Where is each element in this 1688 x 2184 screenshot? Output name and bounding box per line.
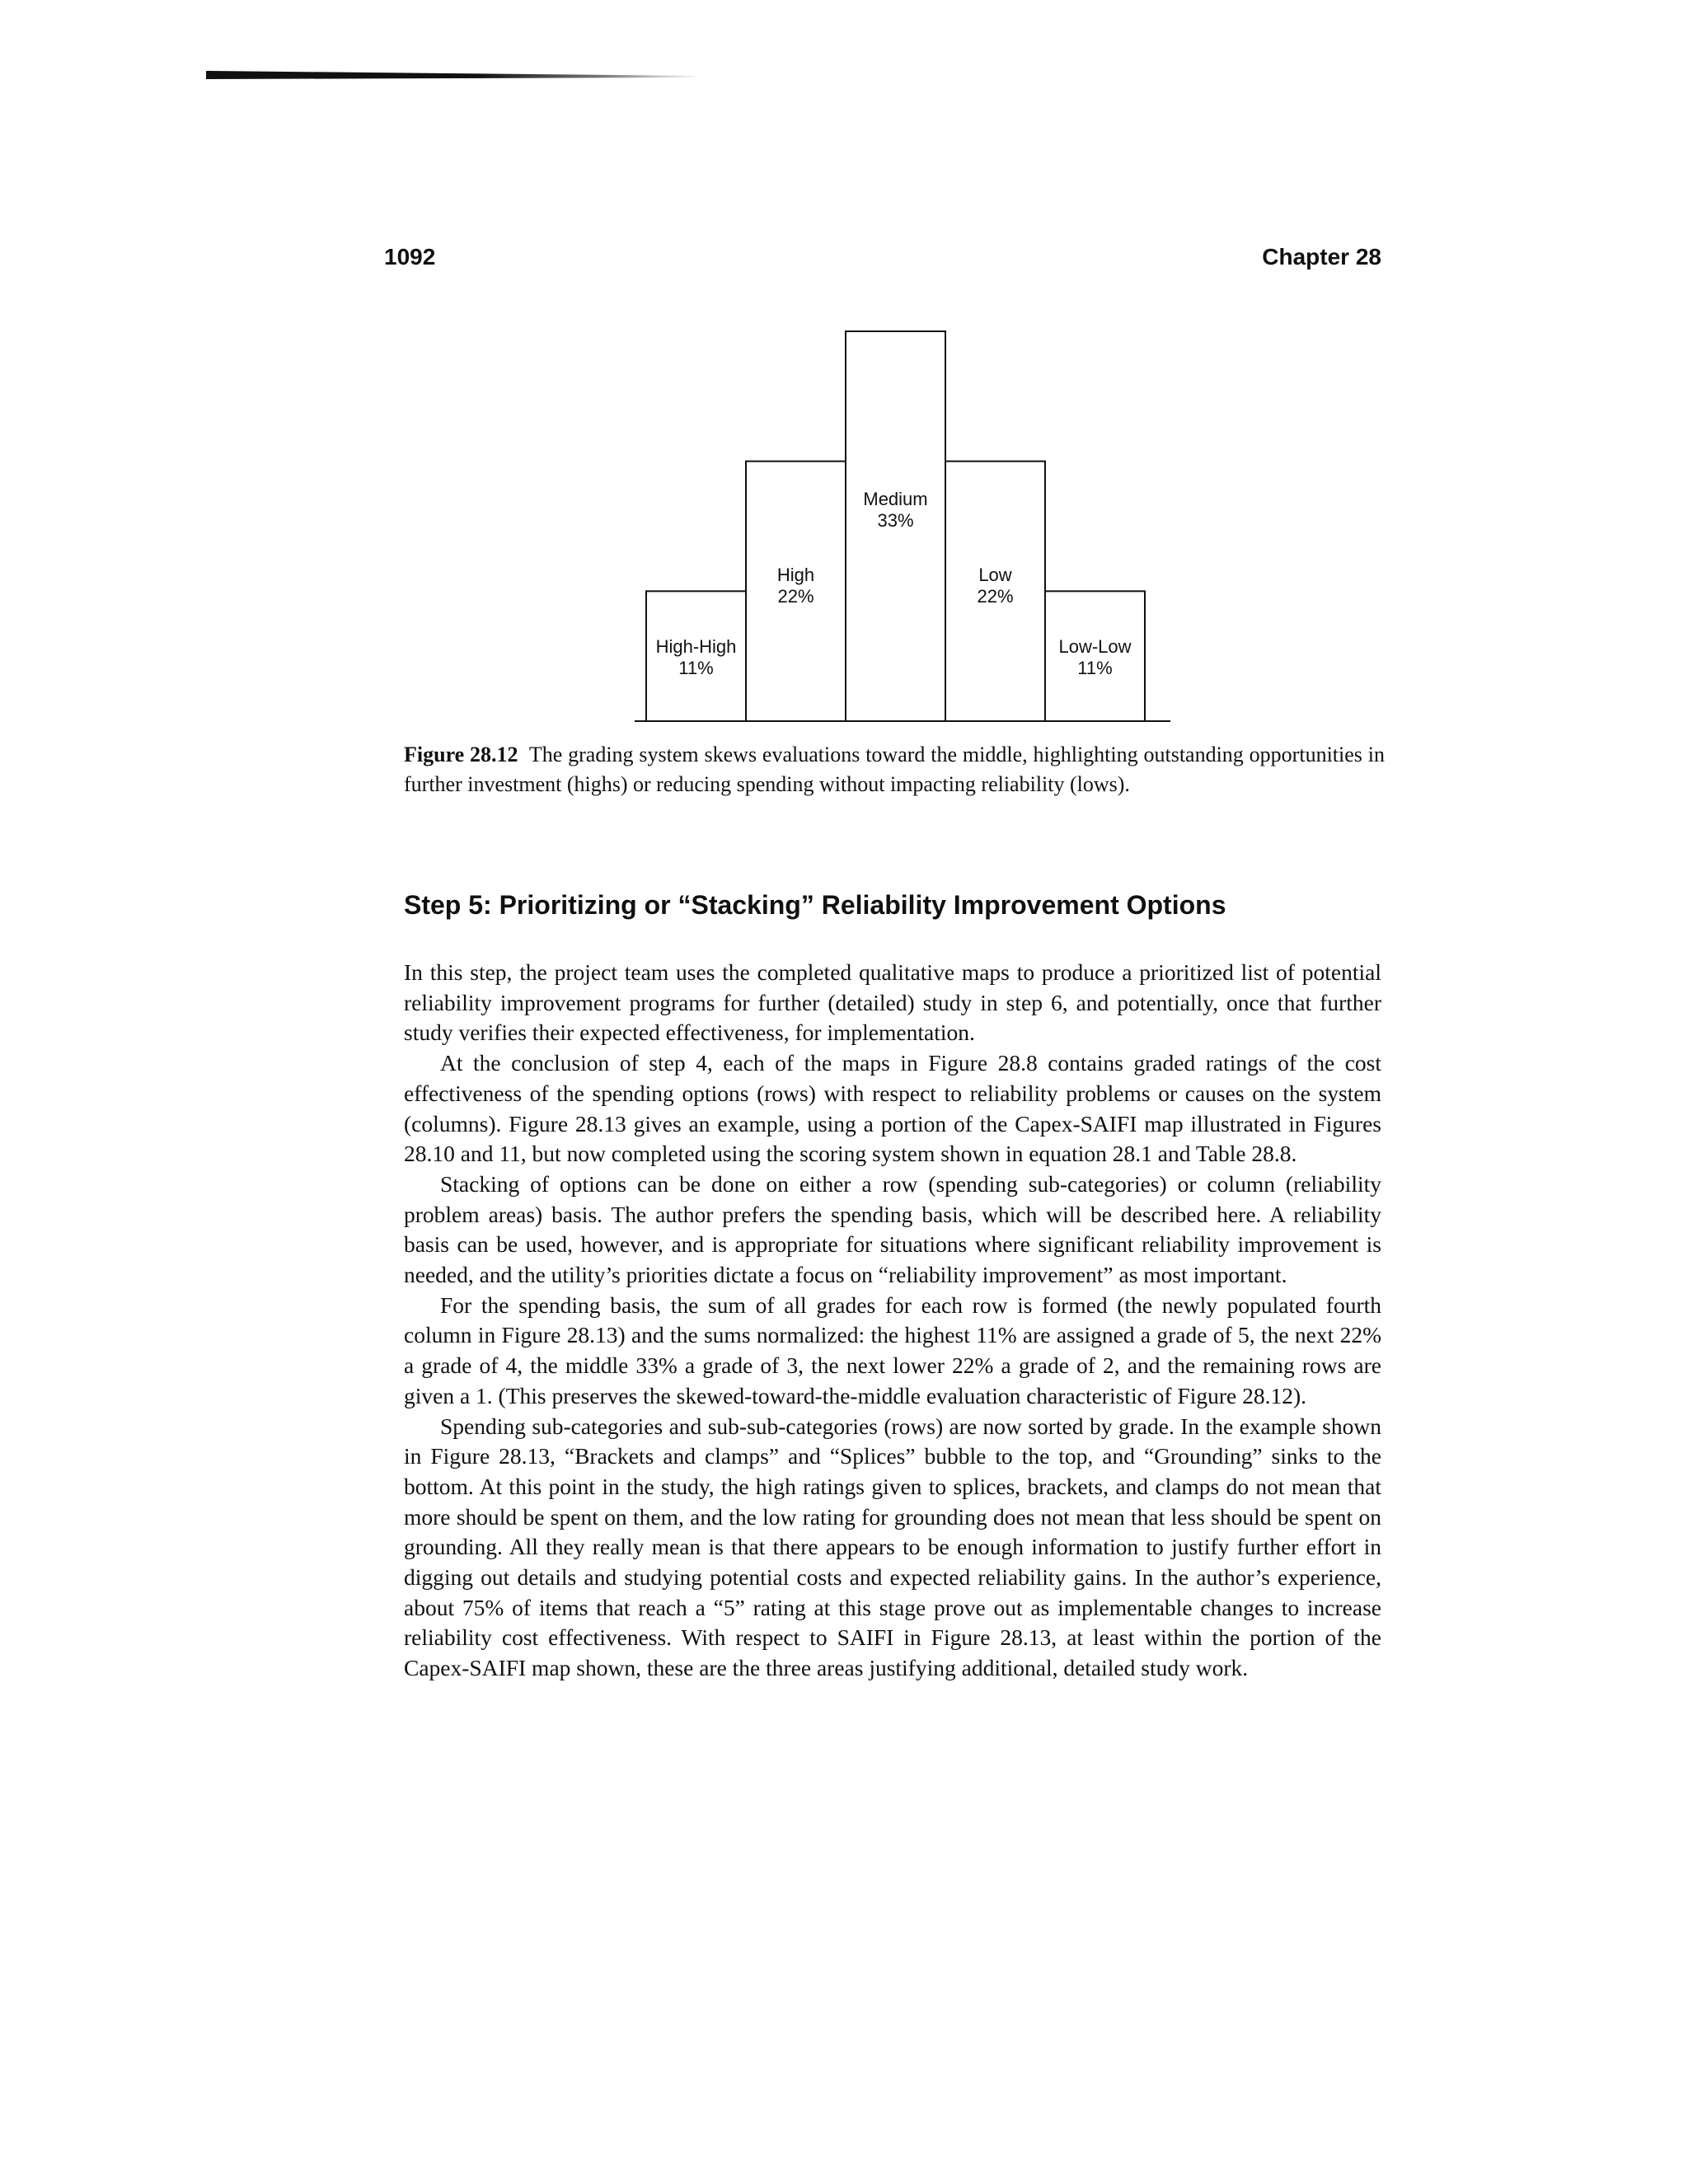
body-text <box>404 958 1381 1684</box>
bar-category-label-high: High <box>776 565 815 585</box>
paragraph-2: At the conclusion of step 4, each of the maps in Figure 28.8 contains graded ratings of the cost effectiveness of the spending options (rows) with respect to reliability problems or causes on the system (columns). Figure 28.13 gives an example, using a portion of the Capex-SAIFI map illustrated in Figures 28.10 and 11, but now completed using the scoring system shown in equation 28.1 and Table 28.8. <box>404 1050 1381 1167</box>
running-head <box>384 244 1381 277</box>
figure-caption-label: Figure 28.12 <box>404 743 518 766</box>
bar-value-label-low-low: 11% <box>1077 658 1113 678</box>
bar-category-label-low-low: Low-Low <box>1058 636 1132 657</box>
figure-caption-text: The grading system skews evaluations toward the middle, highlighting outstanding opportunities in further investment (highs) or reducing spending without impacting reliability (lows). <box>404 743 1385 796</box>
bar-category-label-high-high: High-High <box>655 636 737 657</box>
figure-caption <box>404 740 1385 799</box>
bar-value-label-high: 22% <box>777 586 814 607</box>
bar-value-label-low: 22% <box>977 586 1014 607</box>
bar-value-label-medium: 33% <box>877 510 914 531</box>
chapter-label: Chapter 28 <box>1262 244 1381 269</box>
bar-value-label-high-high: 11% <box>678 658 714 678</box>
paragraph-1: In this step, the project team uses the completed qualitative maps to produce a prioritized list of potential reliability improvement programs for further (detailed) study in step 6, and potentially, once that further study verifies their expected effectiveness, for implementation. <box>404 959 1381 1046</box>
bar-category-label-low: Low <box>978 565 1012 585</box>
section-heading: Step 5: Prioritizing or “Stacking” Reliability Improvement Options <box>404 890 1226 920</box>
bar-category-label-medium: Medium <box>863 489 928 509</box>
bars-layer <box>646 331 1145 721</box>
paragraph-3: Stacking of options can be done on either a row (spending sub-categories) or column (reliability problem areas) basis. The author prefers the spending basis, which will be described here. A reliability basis can be used, however, and is appropriate for situations where significant reliability improvement is needed, and the utility’s priorities dictate a focus on “reliability improvement” as most important. <box>404 1170 1381 1288</box>
grading-distribution-chart <box>635 313 1179 742</box>
paragraph-5: Spending sub-categories and sub-sub-categories (rows) are now sorted by grade. In the example shown in Figure 28.13, “Brackets and clamps” and “Splices” bubble to the top, and “Grounding” sinks to the bottom. At this point in the study, the high ratings given to splices, brackets, and clamps do not mean that more should be spent on them, and the low rating for grounding does not mean that less should be spent on grounding. All they really mean is that there appears to be enough information to justify further effort in digging out details and studying potential costs and expected reliability gains. In the author’s experience, about 75% of items that reach a “5” rating at this stage prove out as implementable changes to increase reliability cost effectiveness. With respect to SAIFI in Figure 28.13, at least within the portion of the Capex-SAIFI map shown, these are the three areas justifying additional, detailed study work. <box>404 1413 1381 1681</box>
paragraph-4: For the spending basis, the sum of all grades for each row is formed (the newly populated fourth column in Figure 28.13) and the sums normalized: the highest 11% are assigned a grade of 5, the next 22% a grade of 4, the middle 33% a grade of 3, the next lower 22% a grade of 2, and the remaining rows are given a 1. (This preserves the skewed-toward-the-middle evaluation characteristic of Figure 28.12). <box>404 1291 1381 1408</box>
page-number: 1092 <box>384 244 436 269</box>
top-rule <box>206 71 701 79</box>
